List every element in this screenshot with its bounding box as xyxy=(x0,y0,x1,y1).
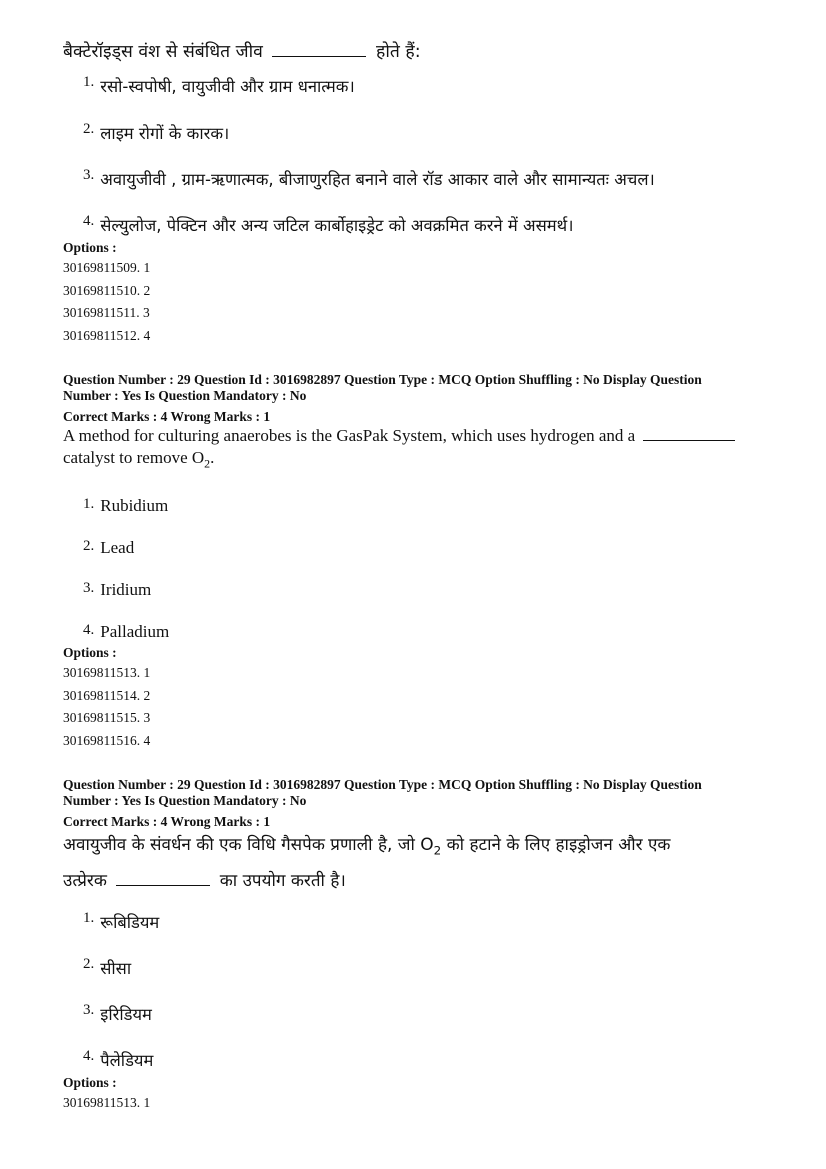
option-number: 4. xyxy=(83,622,95,639)
options-label: Options : xyxy=(63,1074,117,1090)
option-id: 30169811513. 1 xyxy=(63,665,151,681)
question-29-hindi xyxy=(63,777,785,1114)
option-id: 30169811512. 4 xyxy=(63,327,151,343)
question-meta: Question Number : 29 Question Id : 3016982897 Question Type : MCQ Option Shuffling : No Display Question xyxy=(63,777,702,793)
option-text: रूबिडियम xyxy=(100,912,160,932)
question-text: A method for culturing anaerobes is the GasPak System, which uses hydrogen and a catalyst to remove $O_2$. xyxy=(63,425,785,474)
option-item xyxy=(83,580,785,622)
option-number: 3. xyxy=(83,167,95,183)
answer-blank xyxy=(272,55,366,57)
options-label: Options : xyxy=(63,240,117,255)
document-page xyxy=(63,38,785,1114)
option-item xyxy=(83,1002,785,1048)
question-text: बैक्टेरॉइड्स वंश से संबंधित जीव होते हैं: xyxy=(63,42,421,62)
option-number: 3. xyxy=(83,1001,95,1018)
option-text: अवायुजीवी , ग्राम-ऋणात्मक, बीजाणुरहित बनाने वाले रॉड आकार वाले और सामान्यतः अचल। xyxy=(100,170,655,189)
option-number: 2. xyxy=(83,955,95,972)
option-number: 1. xyxy=(83,74,95,90)
answer-blank xyxy=(116,884,210,886)
option-id: 30169811513. 1 xyxy=(63,1094,151,1110)
question-28-hindi xyxy=(63,38,785,347)
option-id: 30169811514. 2 xyxy=(63,687,151,703)
question-marks: Correct Marks : 4 Wrong Marks : 1 xyxy=(63,814,271,830)
option-list xyxy=(63,910,785,1074)
question-meta: Number : Yes Is Question Mandatory : No xyxy=(63,793,307,809)
option-number: 4. xyxy=(83,213,95,229)
question-text: अवायुजीव के संवर्धन की एक विधि गैसपेक प्रणाली है, जो $O_2$ को हटाने के लिए हाइड्रोजन और एक उत्प्रेरक का उपयोग करती है। xyxy=(63,835,671,891)
answer-blank xyxy=(643,439,735,441)
option-number: 1. xyxy=(83,496,95,513)
option-text: सेल्युलोज, पेक्टिन और अन्य जटिल कार्बोहाइड्रेट को अवक्रमित करने में असमर्थ। xyxy=(100,216,574,235)
option-text: पैलेडियम xyxy=(100,1050,154,1070)
option-text: Lead xyxy=(100,538,135,558)
option-number: 4. xyxy=(83,1047,95,1064)
option-text: सीसा xyxy=(100,958,132,978)
option-item xyxy=(83,910,785,956)
option-text: Iridium xyxy=(100,580,152,600)
options-label: Options : xyxy=(63,645,117,661)
option-number: 2. xyxy=(83,121,95,137)
option-text: रसो-स्वपोषी, वायुजीवी और ग्राम धनात्मक। xyxy=(100,77,355,96)
option-item xyxy=(83,167,785,213)
option-item xyxy=(83,1048,785,1074)
option-text: Rubidium xyxy=(100,496,169,516)
question-meta: Question Number : 29 Question Id : 3016982897 Question Type : MCQ Option Shuffling : No Display Question xyxy=(63,372,702,387)
option-text: इरिडियम xyxy=(100,1004,152,1024)
option-text: लाइम रोगों के कारक। xyxy=(100,124,230,143)
question-29-english xyxy=(63,372,785,752)
option-number: 3. xyxy=(83,580,95,597)
option-item xyxy=(83,213,785,239)
option-number: 1. xyxy=(83,909,95,926)
question-meta: Number : Yes Is Question Mandatory : No xyxy=(63,388,307,403)
option-item xyxy=(83,956,785,1002)
option-id: 30169811516. 4 xyxy=(63,732,151,748)
option-list xyxy=(63,74,785,239)
option-id: 30169811509. 1 xyxy=(63,260,151,275)
option-item xyxy=(83,496,785,538)
option-id: 30169811511. 3 xyxy=(63,305,150,320)
option-id: 30169811510. 2 xyxy=(63,282,151,298)
option-text: Palladium xyxy=(100,622,170,642)
option-item xyxy=(83,74,785,121)
option-item xyxy=(83,538,785,580)
option-id: 30169811515. 3 xyxy=(63,710,151,726)
option-item xyxy=(83,121,785,167)
option-item xyxy=(83,622,785,644)
question-marks: Correct Marks : 4 Wrong Marks : 1 xyxy=(63,409,271,424)
option-number: 2. xyxy=(83,538,95,555)
option-list xyxy=(63,496,785,644)
